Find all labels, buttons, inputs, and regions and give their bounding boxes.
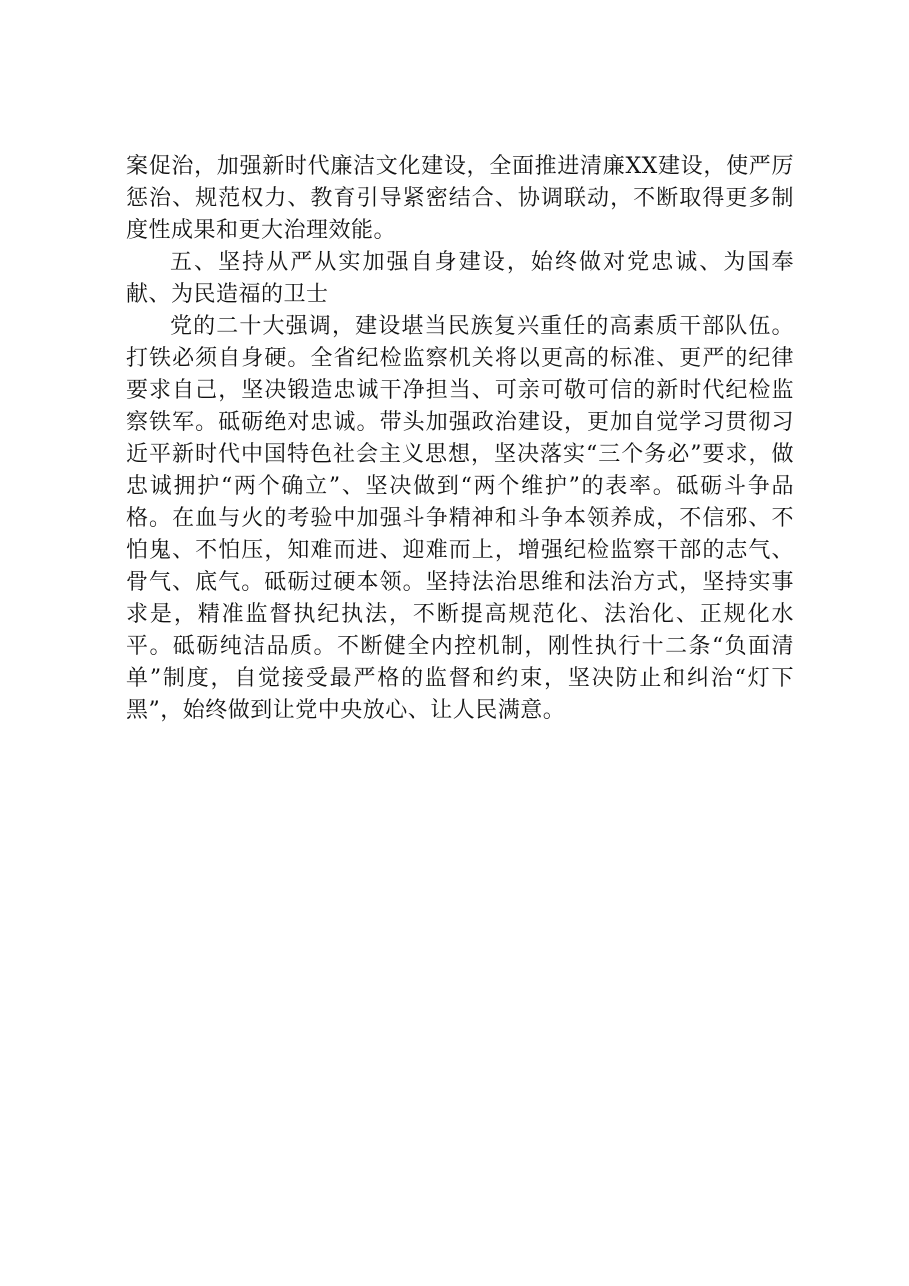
paragraph-body: 党的二十大强调，建设堪当民族复兴重任的高素质干部队伍。打铁必须自身硬。全省纪检监察机关将以更高的标准、更严的纪律要求自己，坚决锻造忠诚干净担当、可亲可敬可信的新时代纪检监察铁军。砥砺绝对忠诚。带头加强政治建设，更加自觉学习贯彻习近平新时代中国特色社会主义思想，坚决落实“三个务必”要求，做忠诚拥护“两个确立”、坚决做到“两个维护”的表率。砥砺斗争品格。在血与火的考验中加强斗争精神和斗争本领养成，不信邪、不怕鬼、不怕压，知难而进、迎难而上，增强纪检监察干部的志气、骨气、底气。砥砺过硬本领。坚持法治思维和法治方式，坚持实事求是，精准监督执纪执法，不断提高规范化、法治化、正规化水平。砥砺纯洁品质。不断健全内控机制，刚性执行十二条“负面清单”制度，自觉接受最严格的监督和约束，坚决防止和纠治“灯下黑”，始终做到让党中央放心、让人民满意。 — [126, 314, 794, 723]
section-heading-five: 五、坚持从严从实加强自身建设，始终做对党忠诚、为国奉献、为民造福的卫士 — [126, 250, 794, 307]
document-body — [126, 151, 794, 727]
paragraph-continuation: 案促治，加强新时代廉洁文化建设，全面推进清廉XX建设，使严厉惩治、规范权力、教育引导紧密结合、协调联动，不断取得更多制度性成果和更大治理效能。 — [126, 154, 794, 243]
